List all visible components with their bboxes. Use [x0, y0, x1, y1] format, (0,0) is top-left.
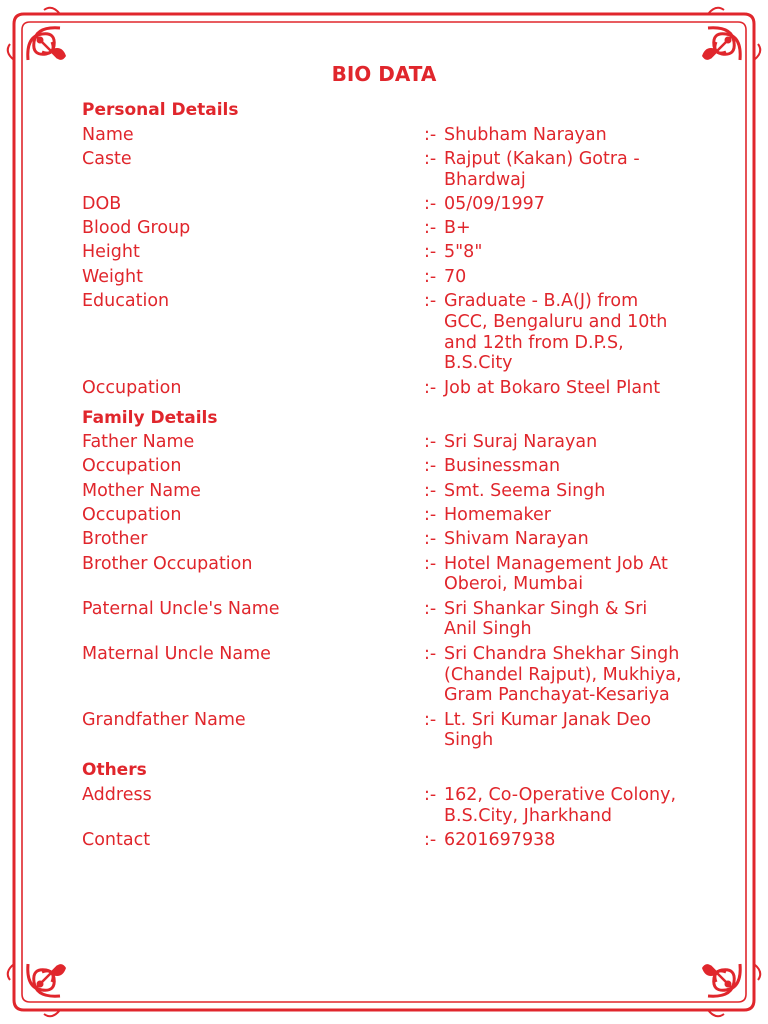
detail-separator: :-: [424, 148, 437, 169]
detail-row-father-occupation: [82, 456, 702, 477]
detail-value: Lt. Sri Kumar Janak Deo Singh: [444, 709, 652, 751]
detail-value: Graduate - B.A(J) from GCC, Bengaluru and 10th and 12th from D.P.S, B.S.City: [444, 291, 668, 374]
detail-separator: :-: [424, 504, 437, 525]
detail-label: Occupation: [82, 377, 182, 398]
detail-label: Occupation: [82, 456, 182, 477]
detail-separator: :-: [424, 193, 437, 214]
detail-value: Sri Suraj Narayan: [444, 432, 598, 453]
detail-label: Height: [82, 242, 140, 263]
bio-content: [82, 100, 702, 851]
detail-row-caste: [82, 149, 702, 191]
detail-separator: :-: [424, 377, 437, 398]
detail-label: Father Name: [82, 432, 195, 453]
detail-separator: :-: [424, 291, 437, 312]
detail-separator: :-: [424, 709, 437, 730]
detail-value: Smt. Seema Singh: [444, 480, 606, 501]
detail-label: DOB: [82, 193, 122, 214]
detail-value: Rajput (Kakan) Gotra - Bhardwaj: [444, 148, 640, 190]
section-heading-personal: Personal Details: [82, 100, 239, 120]
detail-separator: :-: [424, 643, 437, 664]
detail-row-occupation: [82, 378, 702, 399]
detail-row-brother: [82, 529, 702, 550]
detail-separator: :-: [424, 553, 437, 574]
detail-row-education: [82, 291, 702, 374]
detail-label: Brother: [82, 529, 148, 550]
detail-value: Sri Chandra Shekhar Singh (Chandel Rajput), Mukhiya, Gram Panchayat-Kesariya: [444, 643, 682, 706]
detail-value: Sri Shankar Singh & Sri Anil Singh: [444, 598, 648, 640]
detail-value: B+: [444, 218, 471, 239]
detail-row-weight: [82, 267, 702, 288]
section-heading-family: Family Details: [82, 407, 218, 428]
corner-ornament-bottom-left: [8, 938, 86, 1016]
detail-separator: :-: [424, 266, 437, 287]
detail-separator: :-: [424, 784, 437, 805]
detail-label: Blood Group: [82, 218, 191, 239]
detail-separator: :-: [424, 242, 437, 263]
detail-row-paternal-uncle: [82, 599, 702, 641]
section-heading-others: Others: [82, 760, 147, 781]
detail-row-father-name: [82, 432, 702, 453]
detail-separator: :-: [424, 829, 437, 850]
detail-separator: :-: [424, 480, 437, 501]
detail-value: Businessman: [444, 456, 561, 477]
detail-label: Contact: [82, 829, 151, 850]
detail-row-name: [82, 125, 702, 146]
detail-value: 6201697938: [444, 829, 556, 850]
detail-value: 70: [444, 266, 467, 287]
detail-label: Maternal Uncle Name: [82, 643, 271, 664]
detail-separator: :-: [424, 218, 437, 239]
page-title: BIO DATA: [331, 62, 437, 86]
detail-row-address: [82, 785, 702, 827]
detail-value: Shivam Narayan: [444, 529, 589, 550]
detail-label: Address: [82, 784, 152, 805]
detail-label: Mother Name: [82, 480, 201, 501]
detail-label: Caste: [82, 148, 132, 169]
detail-value: Hotel Management Job At Oberoi, Mumbai: [444, 553, 668, 595]
detail-row-maternal-uncle: [82, 644, 702, 706]
detail-separator: :-: [424, 456, 437, 477]
detail-value: Homemaker: [444, 504, 551, 525]
detail-value: Job at Bokaro Steel Plant: [444, 377, 661, 398]
detail-value: 05/09/1997: [444, 193, 545, 214]
detail-row-grandfather: [82, 710, 702, 752]
detail-label: Weight: [82, 266, 143, 287]
detail-label: Name: [82, 124, 134, 145]
detail-row-dob: [82, 194, 702, 215]
detail-separator: :-: [424, 124, 437, 145]
detail-separator: :-: [424, 598, 437, 619]
detail-separator: :-: [424, 529, 437, 550]
detail-label: Paternal Uncle's Name: [82, 598, 280, 619]
detail-row-mother-occupation: [82, 505, 702, 526]
detail-value: Shubham Narayan: [444, 124, 607, 145]
detail-label: Occupation: [82, 504, 182, 525]
detail-label: Grandfather Name: [82, 709, 246, 730]
corner-ornament-bottom-right: [682, 938, 760, 1016]
detail-row-mother-name: [82, 481, 702, 502]
detail-row-blood-group: [82, 218, 702, 239]
detail-separator: :-: [424, 432, 437, 453]
detail-label: Brother Occupation: [82, 553, 253, 574]
detail-row-contact: [82, 830, 702, 851]
detail-value: 5"8": [444, 242, 483, 263]
detail-value: 162, Co-Operative Colony, B.S.City, Jharkhand: [444, 784, 677, 826]
detail-label: Education: [82, 291, 170, 312]
detail-row-brother-occupation: [82, 554, 702, 596]
detail-row-height: [82, 242, 702, 263]
